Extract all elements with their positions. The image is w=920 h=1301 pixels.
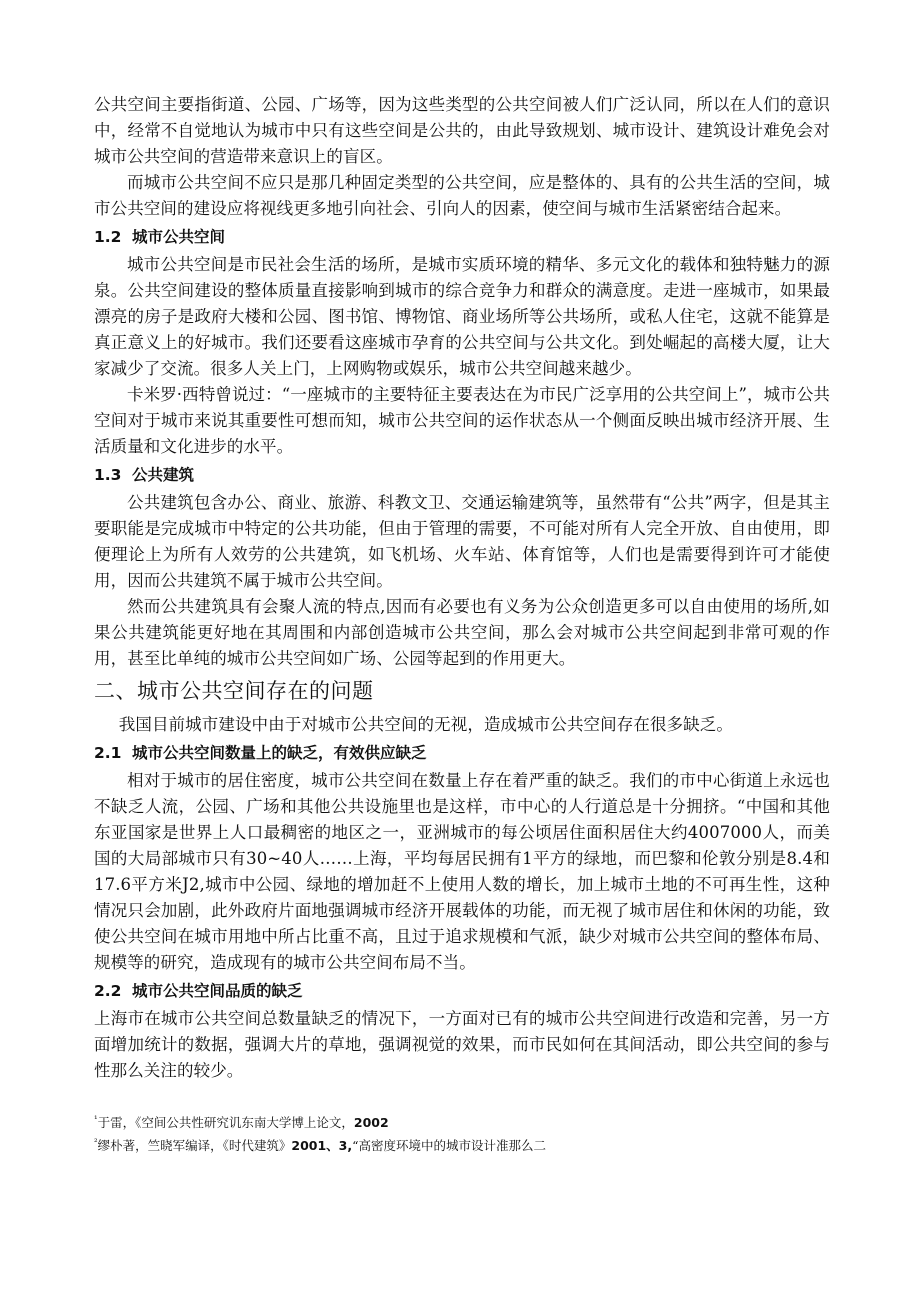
section-heading-2-2: [94, 978, 830, 1004]
section-title: 公共建筑: [132, 466, 195, 484]
footnote-mark: ¹: [94, 1115, 98, 1125]
footnotes: [94, 1110, 830, 1156]
footnote-mark: ²: [94, 1138, 98, 1149]
document-page: [94, 92, 830, 1156]
section-number: 2.2: [94, 982, 122, 1000]
section-number: 1.2: [94, 228, 122, 246]
section-heading-2-1: [94, 740, 830, 766]
paragraph: 卡米罗·西特曾说过：“一座城市的主要特征主要表达在为市民广泛享用的公共空间上”，城市公共空间对于城市来说其重要性可想而知，城市公共空间的运作状态从一个侧面反映出城市经济开展、生活质量和文化进步的水平。: [94, 385, 831, 456]
section-title: 城市公共空间数量上的缺乏，有效供应缺乏: [132, 744, 427, 762]
section-number: 1.3: [94, 466, 122, 484]
chapter-heading: 二、城市公共空间存在的问题: [94, 679, 374, 703]
section-title: 城市公共空间: [132, 228, 226, 246]
footnote-2: $^{^2}$缪朴著，竺晓军编译，《时代建筑》2001、3,“高密度环境中的城市设计准那么二: [94, 1138, 547, 1154]
paragraph: 相对于城市的居住密度，城市公共空间在数量上存在着严重的缺乏。我们的市中心街道上永远也不缺乏人流，公园、广场和其他公共设施里也是这样，市中心的人行道总是十分拥挤。“中国和其他东亚国家是世界上人口最稠密的地区之一，亚洲城市的每公顷居住面积居住大约4007000人，而美国的大局部城市只有30~40人……上海，平均每居民拥有1平方的绿地，而巴黎和伦敦分别是8.4和17.6平方米J2,城市中公园、绿地的增加赶不上使用人数的增长，加上城市土地的不可再生性，这种情况只会加剧，此外政府片面地强调城市经济开展载体的功能，而无视了城市居住和休闲的功能，致使公共空间在城市用地中所占比重不高，且过于追求规模和气派，缺少对城市公共空间的整体布局、规模等的研究，造成现有的城市公共空间布局不当。: [94, 771, 830, 972]
footnote-1: $^{^1}$于雷，《空间公共性研究讥东南大学博上论文，2002: [94, 1115, 389, 1131]
section-number: 2.1: [94, 744, 122, 762]
section-title: 城市公共空间品质的缺乏: [132, 982, 303, 1000]
paragraph: 我国目前城市建设中由于对城市公共空间的无视，造成城市公共空间存在很多缺乏。: [118, 715, 733, 734]
paragraph: 公共空间主要指街道、公园、广场等，因为这些类型的公共空间被人们广泛认同，所以在人们的意识中，经常不自觉地认为城市中只有这些空间是公共的，由此导致规划、城市设计、建筑设计难免会对城市公共空间的营造带来意识上的盲区。: [94, 95, 830, 166]
paragraph: 而城市公共空间不应只是那几种固定类型的公共空间，应是整体的、具有的公共生活的空间，城市公共空间的建设应将视线更多地引向社会、引向人的因素，使空间与城市生活紧密结合起来。: [94, 173, 830, 218]
paragraph: 公共建筑包含办公、商业、旅游、科教文卫、交通运输建筑等，虽然带有“公共”两字，但是其主要职能是完成城市中特定的公共功能，但由于管理的需要，不可能对所有人完全开放、自由使用，即便理论上为所有人效劳的公共建筑，如飞机场、火车站、体育馆等，人们也是需要得到许可才能使用，因而公共建筑不属于城市公共空间。: [94, 493, 830, 590]
section-heading-1-2: [94, 224, 830, 250]
section-heading-1-3: [94, 462, 830, 488]
paragraph: 城市公共空间是市民社会生活的场所，是城市实质环境的精华、多元文化的载体和独特魅力的源泉。公共空间建设的整体质量直接影响到城市的综合竞争力和群众的满意度。走进一座城市，如果最漂亮的房子是政府大楼和公园、图书馆、博物馆、商业场所等公共场所，或私人住宅，这就不能算是真正意义上的好城市。我们还要看这座城市孕育的公共空间与公共文化。到处崛起的高楼大厦，让大家减少了交流。很多人关上门，上网购物或娱乐，城市公共空间越来越少。: [94, 255, 830, 378]
paragraph: 然而公共建筑具有会聚人流的特点,因而有必要也有义务为公众创造更多可以自由使用的场所,如果公共建筑能更好地在其周围和内部创造城市公共空间，那么会对城市公共空间起到非常可观的作用，甚至比单纯的城市公共空间如广场、公园等起到的作用更大。: [94, 597, 830, 668]
paragraph: 上海市在城市公共空间总数量缺乏的情况下，一方面对已有的城市公共空间进行改造和完善，另一方面增加统计的数据，强调大片的草地，强调视觉的效果，而市民如何在其间活动，即公共空间的参与性那么关注的较少。: [94, 1009, 830, 1080]
